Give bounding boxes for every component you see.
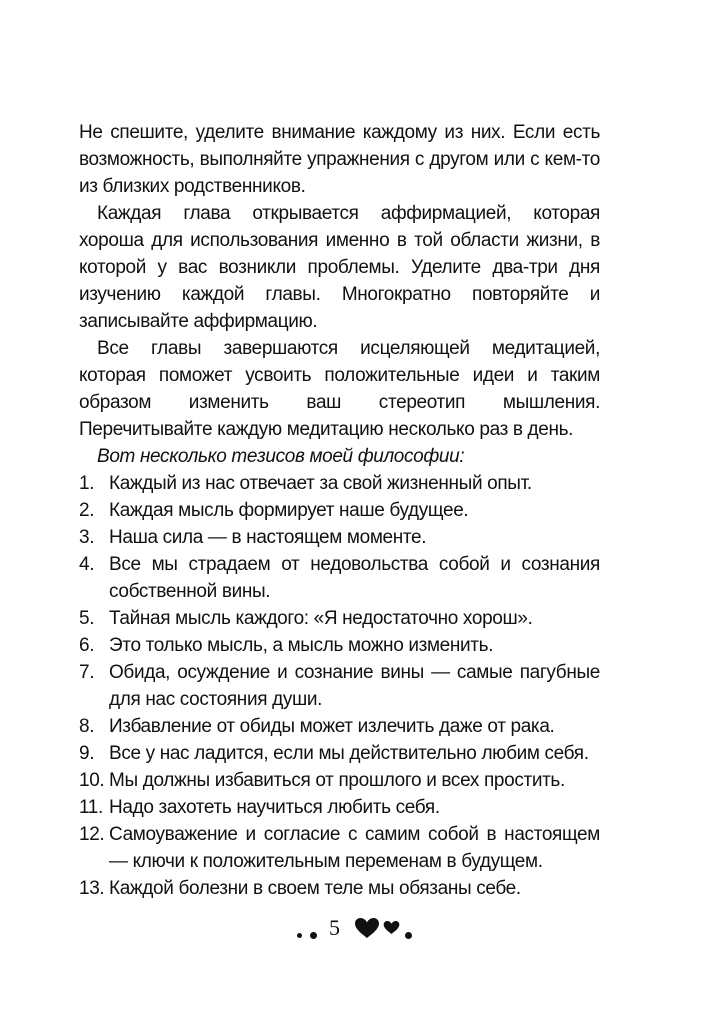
list-item	[79, 794, 600, 821]
list-item-text: Наша сила — в настоящем моменте.	[109, 527, 427, 548]
list-item-number: 2.	[79, 500, 95, 521]
list-item	[79, 875, 600, 902]
list-item-number: 13.	[79, 878, 105, 899]
list-item	[79, 551, 600, 605]
thesis-intro: Вот несколько тезисов моей философии:	[97, 446, 465, 467]
list-item-number: 3.	[79, 527, 95, 548]
list-item	[79, 821, 600, 875]
list-item-number: 6.	[79, 635, 95, 656]
paragraph-1: Не спешите, уделите внимание каждому из них. Если есть возможность, выполняйте упражнения с другом или с кем-то из близких родственников.	[79, 122, 600, 197]
list-item-text: Самоуважение и согласие с самим собой в настоящем — ключи к положительным переменам в будущем.	[109, 824, 600, 872]
list-item-text: Каждой болезни в своем теле мы обязаны себе.	[109, 878, 521, 899]
page-footer	[0, 910, 709, 950]
heart-icon	[354, 917, 380, 944]
dot-icon	[310, 932, 317, 939]
list-item-number: 5.	[79, 608, 95, 629]
page-text	[79, 119, 600, 902]
list-item-text: Мы должны избавиться от прошлого и всех простить.	[109, 770, 565, 791]
list-item-text: Все у нас ладится, если мы действительно любим себя.	[109, 743, 589, 764]
list-item	[79, 524, 600, 551]
list-item-number: 12.	[79, 824, 105, 845]
list-item-number: 11.	[79, 797, 103, 818]
list-item-text: Каждый из нас отвечает за свой жизненный опыт.	[109, 473, 532, 494]
list-item-number: 8.	[79, 716, 95, 737]
list-item	[79, 767, 600, 794]
list-item-number: 4.	[79, 554, 95, 575]
list-item-text: Все мы страдаем от недовольства собой и сознания собственной вины.	[109, 554, 600, 602]
paragraph-3: Все главы завершаются исцеляющей медитацией, которая поможет усвоить положительные идеи и таким образом изменить ваш стереотип мышления. Перечитывайте каждую медитацию несколько раз в день.	[79, 338, 600, 440]
page-number: 5	[329, 915, 340, 940]
list-item-text: Тайная мысль каждого: «Я недостаточно хорош».	[109, 608, 533, 629]
list-item-text: Избавление от обиды может излечить даже от рака.	[109, 716, 555, 737]
list-item-number: 7.	[79, 662, 95, 683]
list-item	[79, 497, 600, 524]
list-item	[79, 632, 600, 659]
list-item	[79, 659, 600, 713]
list-item-text: Надо захотеть научиться любить себя.	[109, 797, 440, 818]
list-item-number: 9.	[79, 743, 95, 764]
dot-icon	[405, 932, 412, 939]
list-item	[79, 470, 600, 497]
thesis-list	[79, 470, 600, 902]
list-item-number: 1.	[79, 473, 95, 494]
paragraph-2: Каждая глава открывается аффирмацией, которая хороша для использования именно в той области жизни, в которой у вас возникли проблемы. Уделите два-три дня изучению каждой главы. Многократно повторяйте и записывайте аффирмацию.	[79, 203, 600, 332]
list-item	[79, 713, 600, 740]
list-item	[79, 740, 600, 767]
list-item-text: Это только мысль, а мысль можно изменить.	[109, 635, 494, 656]
heart-icon	[383, 920, 400, 940]
list-item	[79, 605, 600, 632]
list-item-text: Обида, осуждение и сознание вины — самые пагубные для нас состояния души.	[109, 662, 600, 710]
dot-icon	[297, 933, 302, 938]
list-item-number: 10.	[79, 770, 105, 791]
list-item-text: Каждая мысль формирует наше будущее.	[109, 500, 469, 521]
